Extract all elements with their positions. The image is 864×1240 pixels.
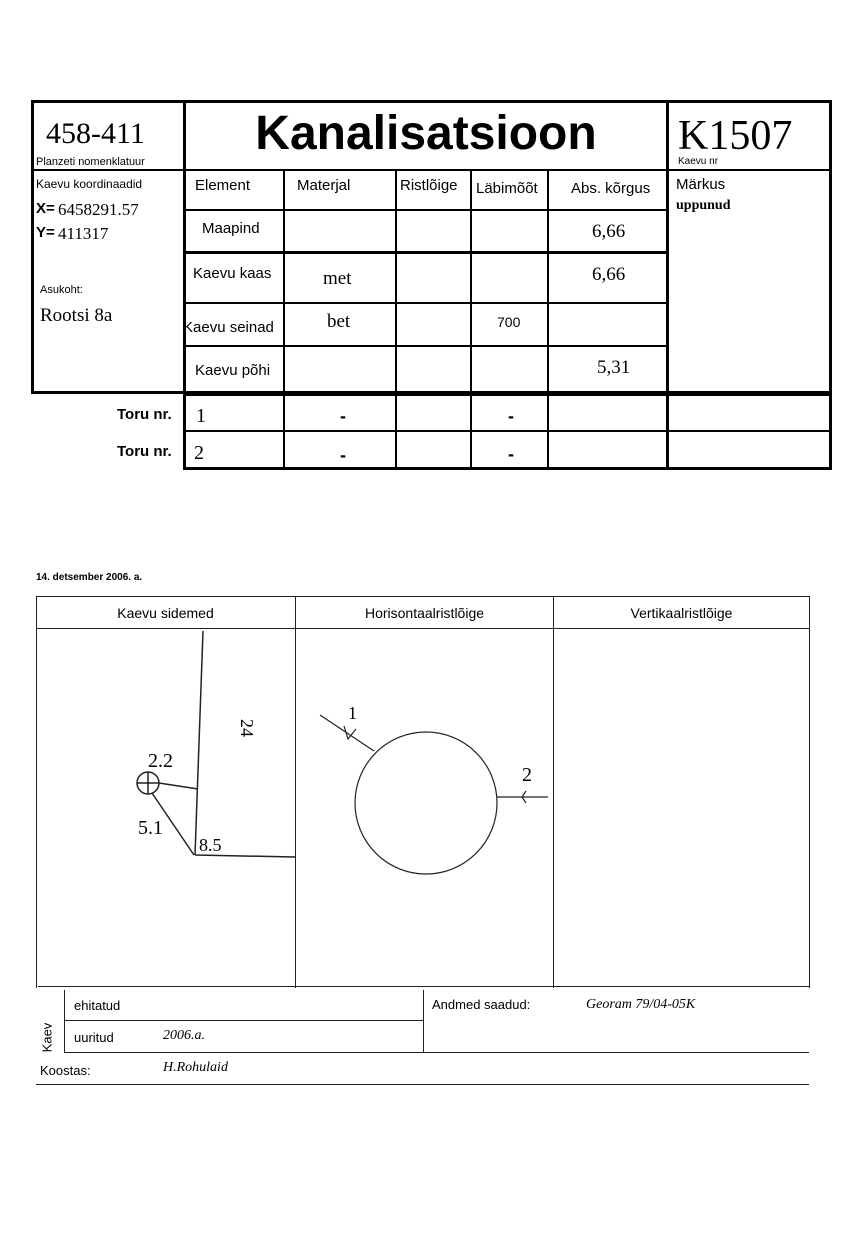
compiled-value: H.Rohulaid — [163, 1060, 228, 1075]
tie-distance-2: 5.1 — [138, 817, 163, 839]
row-material: met — [323, 268, 352, 289]
well-number-value: K1507 — [678, 113, 793, 159]
row-abs-height: 5,31 — [597, 357, 631, 378]
well-number-label: Kaevu nr — [678, 156, 719, 167]
pipe-number: 2 — [194, 442, 204, 464]
header-abs-height: Abs. kõrgus — [571, 180, 651, 197]
location-label: Asukoht: — [40, 284, 83, 296]
tie-distance-3: 8.5 — [199, 835, 222, 855]
notes-label: Märkus — [676, 176, 726, 193]
row-abs-height: 6,66 — [592, 264, 626, 285]
pipe-label: Toru nr. — [117, 406, 172, 423]
row-diameter: 700 — [497, 314, 521, 330]
well-label: Kaev — [39, 1022, 55, 1053]
surveyed-value: 2006.a. — [163, 1028, 205, 1043]
data-source-label: Andmed saadud: — [432, 997, 531, 1012]
pipe-number: 1 — [196, 405, 206, 427]
column-title-horizontal: Horisontaalristlõige — [364, 605, 485, 621]
x-value: 6458291.57 — [58, 200, 139, 219]
y-value: 411317 — [58, 224, 109, 243]
pipe-diameter: - — [508, 444, 514, 464]
pipe-label: Toru nr. — [117, 443, 172, 460]
sheet-date: 14. detsember 2006. a. — [36, 572, 143, 583]
row-element: Kaevu seinad — [183, 319, 274, 336]
pipe-1-label: 1 — [348, 703, 357, 723]
header-cross-section: Ristlõige — [400, 177, 458, 194]
row-abs-height: 6,66 — [592, 221, 626, 242]
location-value: Rootsi 8a — [40, 305, 113, 326]
column-title-ties: Kaevu sidemed — [117, 605, 214, 621]
row-element: Maapind — [202, 220, 260, 237]
ties-sketch — [36, 629, 295, 985]
pipe-material: - — [340, 406, 346, 426]
column-title-vertical: Vertikaalristlõige — [630, 605, 733, 621]
row-element: Kaevu põhi — [195, 362, 271, 379]
surveyed-label: uuritud — [74, 1030, 114, 1045]
nomenclature-label: Planzeti nomenklatuur — [36, 156, 145, 168]
row-material: bet — [327, 311, 351, 332]
row-element: Kaevu kaas — [193, 265, 272, 282]
pipe-material: - — [340, 445, 346, 465]
coords-label: Kaevu koordinaadid — [36, 177, 143, 191]
nomenclature-value: 458-411 — [46, 117, 145, 150]
compiled-label: Koostas: — [40, 1063, 91, 1078]
pipe-diameter: - — [508, 406, 514, 426]
x-label: X= — [36, 200, 55, 217]
data-source-value: Georam 79/04-05K — [586, 997, 696, 1012]
header-diameter: Läbimõõt — [476, 180, 538, 197]
built-label: ehitatud — [74, 998, 121, 1013]
header-element: Element — [195, 177, 251, 194]
pipe-2-label: 2 — [522, 764, 532, 786]
page-title: Kanalisatsioon — [255, 107, 597, 160]
y-label: Y= — [36, 224, 55, 241]
tie-distance-1: 2.2 — [148, 750, 173, 772]
notes-value: uppunud — [676, 198, 731, 213]
tie-distance-4: 24 — [237, 719, 257, 737]
header-material: Materjal — [297, 177, 351, 194]
horizontal-section-sketch — [296, 629, 553, 985]
